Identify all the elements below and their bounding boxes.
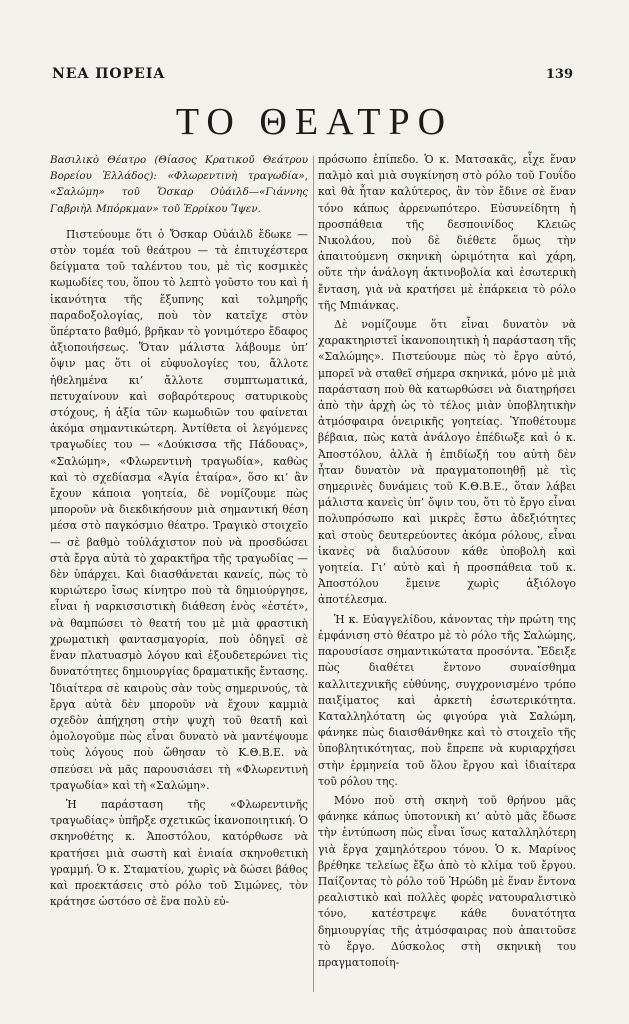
- paragraph: πρόσωπο ἐπίπεδο. Ὁ κ. Ματσακᾶς, εἶχε ἕναν παλμὸ καὶ μιὰ συγκίνηση στὸ ρόλο τοῦ Γουΐδο καὶ θὰ ἦταν καλύτερος, ἂν τὸν ἔδινε σὲ ἕναν τόνο κάπως ἀρρενωπότερο. Εὐσυνείδητη ἡ προσπάθεια τῆς δεσποινίδος Κλειῶς Νικολάου, ποὺ δὲ διέθετε ὅμως τὴν ἀπαιτούμενη σκηνικὴ ὡριμότητα καὶ χάρη, οὔτε τὴν ἀνάλογη ἀκτινοβολία καὶ ἐσωτερικὴ ἔνταση, γιὰ νὰ κρατήσει μὲ ἐπάρκεια τὸ ρόλο τῆς Μπιάνκας.: [318, 153, 576, 312]
- left-column: [50, 152, 308, 913]
- paragraph: Δὲ νομίζουμε ὅτι εἶναι δυνατὸν νὰ χαρακτηριστεῖ ἱκανοποιητικὴ ἡ παράσταση τῆς «Σαλώμης». Πιστεύουμε πὼς τὸ ἔργο αὐτό, μπορεῖ νὰ σταθεῖ σήμερα σκηνικά, μόνο μὲ μιὰ παράσταση ποὺ θὰ κατωρθώσει νὰ διατηρήσει ἀπὸ τὴν ἀρχὴ ὡς τὸ τέλος μιὰν ὑποβλητικὴν ἀτμόσφαιρα ὀνειρικῆς γοητείας. Ὑποθέτουμε βέβαια, πὼς κατὰ ἀνάλογο ἐπέδιωξε καὶ ὁ κ. Ἀποστόλου, ἀλλὰ ἡ ἐπιδίωξή του αὐτὴ δὲν ἦταν δυνατὸν νὰ πραγματοποιηθῇ μὲ τὶς σημερινὲς δυνάμεις τοῦ Κ.Θ.Β.Ε., ὅταν λάβει μάλιστα κανεὶς ὑπ’ ὄψιν του, ὅτι τὸ ἔργο εἶναι πολυπρόσωπο καὶ μικρὲς ἔστω ἀδεξιότητες καὶ στοὺς δευτερεύοντες ἀκόμα ρόλους, εἶναι ἱκανὲς νὰ διαλύσουν κάθε ὑποβολὴ καὶ γοητεία. Γι’ αὐτὸ καὶ ἡ προσπάθεια τοῦ κ. Ἀποστόλου ἔμεινε χωρὶς ἀξιόλογο ἀποτέλεσμα.: [318, 318, 577, 607]
- paragraph: Ἡ κ. Εὐαγγελίδου, κάνοντας τὴν πρώτη της ἐμφάνιση στὸ θέατρο μὲ τὸ ρόλο τῆς Σαλώμης, παρουσίασε σημαντικώτατα προσόντα. Ἔδειξε πὼς διαθέτει ἔντονο συναίσθημα καλλιτεχνικῆς εὐθύνης, συγχρονισμένο τρόπο παιξίματος καὶ ἀρκετὴ ἐσωτερικότητα. Καταλληλότατη ὡς φιγούρα γιὰ Σαλώμη, φάνηκε πὼς διαισθάνθηκε καὶ τὸ στοιχεῖο τῆς ὑποβλητικότητας, ποὺ ἔπρεπε νὰ κυριαρχήσει στὴν ἑρμηνεία τοῦ ὅλου ἔργου καὶ ἰδιαίτερα τοῦ ρόλου της.: [318, 612, 576, 788]
- right-column: [318, 152, 576, 974]
- column-divider: [313, 156, 314, 992]
- journal-name: ΝΕΑ ΠΟΡΕΙΑ: [52, 66, 166, 82]
- paragraph: Μόνο ποὺ στὴ σκηνὴ τοῦ θρήνου μᾶς φάνηκε κάπως ὑποτονικὴ κι’ αὐτὸ μᾶς ἔδωσε τὴν ἐντύπωση πὼς εἶναι ἴσως καταλληλότερη γιὰ ἔργα χαμηλότερου τόνου. Ὁ κ. Μαρίνος βρέθηκε τελείως ἔξω ἀπὸ τὸ κλίμα τοῦ ἔργου. Παίζοντας τὸ ρόλο τοῦ Ἡρώδη μὲ ἕναν ἔντονα ρεαλιστικὸ καὶ πολλὲς φορὲς νατουραλιστικὸ τόνο, κατέστρεψε κάθε δυνατότητα δημιουργίας τῆς ἀτμόσφαιρας ποὺ ἀπαιτοῦσε τὸ ἔργο. Δύσκολος στὴ σκηνικὴ του πραγματοποίη-: [318, 793, 576, 969]
- paragraph: Ἡ παράσταση τῆς «Φλωρεντινῆς τραγωδίας» ὑπῆρξε σχετικῶς ἱκανοποιητική. Ὁ σκηνοθέτης κ. Ἀποστόλου, κατόρθωσε νὰ κρατήσει μιὰ σωστὴ καὶ ἑνιαία σκηνοθετικὴ γραμμή. Ὁ κ. Σταματίου, χωρὶς νὰ δώσει βάθος καὶ προεκτάσεις στὸ ρόλο τοῦ Σιμώνες, τὸν κράτησε ὡστόσο σὲ ἕνα πολὺ εὐ-: [50, 797, 308, 909]
- paragraph: Πιστεύουμε ὅτι ὁ Ὄσκαρ Οὐάιλδ ἔδωκε — στὸν τομέα τοῦ θεάτρου — τὰ ἐπιτυχέστερα δείγματα τοῦ ταλέντου του, μὲ τὶς κοσμικὲς κωμωδίες του, ὅπου τὸ λεπτὸ γοῦστο του καὶ ἡ ἱκανότητα τῆς ἔξυπνης καὶ τολμηρῆς παραδοξολογίας, ποὺ τὸν κατεῖχε στὸν ὕπέρτατο βαθμό, βρῆκαν τὸ γονιμότερο ἔδαφος ἀξιοποιήσεως. Ὅταν μάλιστα λάβουμε ὑπ’ ὄψιν μας ὅτι οἱ εὐφυολογίες του, ἄλλοτε ἠθελημένα κι’ ἄλλοτε συμπτωματικά, πετυχαίνουν καὶ σοβαρότερους σατυρικοὺς στόχους, ἡ ἀξία τῶν κωμωδιῶν του φαίνεται ἀκόμα σημαντικώτερη. Ἀντίθετα οἱ λεγόμενες τραγωδίες του — «Δούκισσα τῆς Πάδουας», «Σαλώμη», «Φλωρεντινὴ τραγωδία», καθὼς καὶ τὸ σχεδίασμα «Ἁγία ἑταίρα», ὅσο κι’ ἂν ἔχουν κάποια γοητεία, δὲ νομίζουμε πὼς μποροῦν νὰ διεκδικήσουν μιὰ σημαντική θέση μέσα στὸ παγκόσμιο θέατρο. Τραγικὸ στοιχεῖο — σὲ βαθμὸ τοὐλάχιστον ποὺ νὰ προσδώσει στὰ ἔργα αὐτὰ τὸ χαρακτῆρα τῆς τραγωδίας — δὲν ὑπάρχει. Καὶ διασθάνεται κανείς, πὼς τὸ κυριώτερο ἴσως κίνητρο ποὺ τὰ δημιούργησε, εἶναι ἡ ναρκισσιστικὴ διάθεση ἑνὸς «ἐστέτ», νὰ θαμπώσει τὸ θεατή του μὲ μιὰ φραστικὴ χρωματικὴ φαντασμαγορία, ποὺ ὁδηγεῖ σὲ ἕναν πλατυασμὸ λόγου καὶ ἐξουδετερώνει τὶς δυνατότητες δημιουργίας δραματικῆς ἔντασης. Ἰδιαίτερα σὲ καιροὺς σὰν τοὺς σημερινούς, τὰ ἔργα αὐτὰ δὲν μποροῦν νὰ ἔχουν καμμιὰ σχεδὸν ἀπήχηση στὴν ψυχὴ τοῦ θεατῆ καὶ ὁμολογοῦμε πὼς εἶναι δυνατὸ νὰ μαντέψουμε τοὺς λόγους ποὺ ὤθησαν τὸ Κ.Θ.Β.Ε. νὰ σπεύσει νὰ μᾶς παρουσιάσει τὴ «Φλωρεντινὴ τραγωδία» καὶ τὴ «Σαλώμη».: [50, 227, 308, 792]
- production-credits: Βασιλικὸ Θέατρο (Θίασος Κρατικοῦ Θεάτρου Βορείου Ἑλλάδος): «Φλωρεντινὴ τραγωδία», «Σαλώμη» τοῦ Ὄσκαρ Οὐάιλδ—«Γιάννης Γαβριὴλ Μπόρκμαν» τοῦ Ἐρρίκου Ἴψεν.: [50, 154, 308, 215]
- running-header: [52, 66, 573, 86]
- article-title: ΤΟ ΘΕΑΤΡΟ: [175, 101, 454, 143]
- page-number: 139: [545, 67, 573, 82]
